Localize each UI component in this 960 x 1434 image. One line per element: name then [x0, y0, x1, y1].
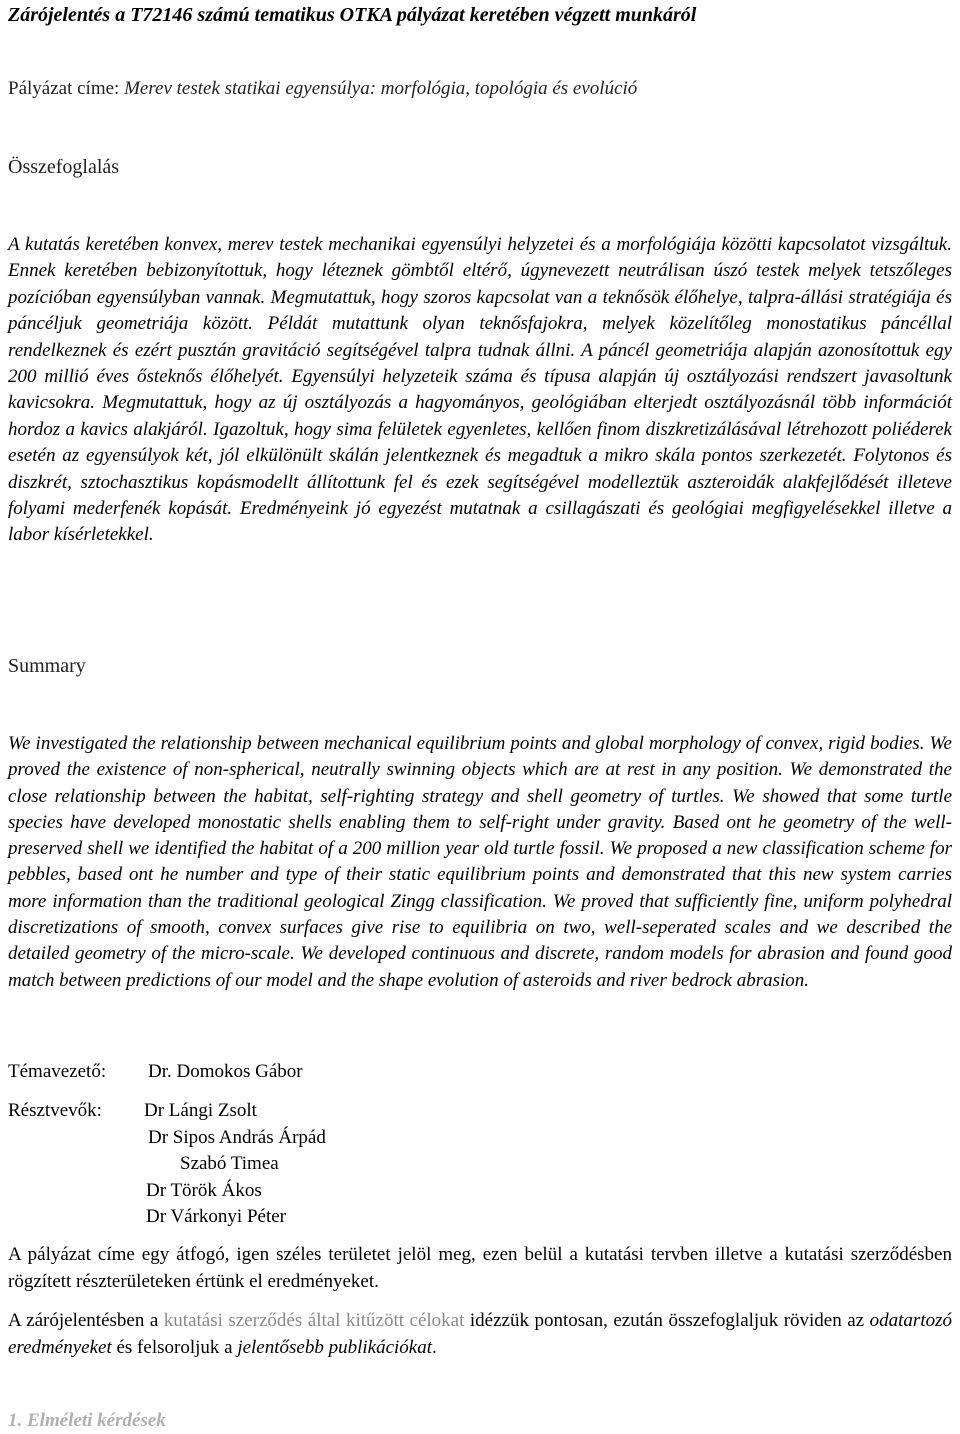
intro-paragraph: A pályázat címe egy átfogó, igen széles területet jelöl meg, ezen belül a kutatási tervben illetve a kutatási szerződésben rögzített részterületeken értünk el eredményeket.	[8, 1244, 952, 1292]
leader-label: Témavezető:	[8, 1061, 107, 1082]
method-publications-text: jelentősebb publikációkat	[237, 1336, 433, 1358]
participant-name: Dr Sipos András Árpád	[148, 1126, 326, 1148]
method-text: .	[432, 1336, 437, 1358]
participant-name: Szabó Timea	[180, 1153, 279, 1174]
project-title: Merev testek statikai egyensúlya: morfológia, topológia és evolúció	[124, 78, 638, 99]
participant-name: Dr Várkonyi Péter	[146, 1206, 287, 1227]
project-leader	[8, 1059, 952, 1086]
project-title-line	[8, 76, 952, 102]
participants-label: Résztvevők:	[8, 1100, 102, 1121]
method-paragraph	[8, 1308, 952, 1361]
hu-summary-heading: Összefoglalás	[8, 156, 120, 178]
method-results-text: odatartozó eredményeket	[8, 1310, 952, 1358]
participant-name: Dr Török Ákos	[146, 1179, 262, 1201]
en-summary-heading: Summary	[8, 655, 86, 677]
en-summary-text: We investigated the relationship between mechanical equilibrium points and global morphology of convex, rigid bodies. We proved the existence of non-spherical, neutrally swinning objects which are at rest in any position. We demonstrated the close relationship between the habitat, self-righting strategy and shell geometry of turtles. We showed that some turtle species have developed monostatic shells enabling them to self-right under gravity. Based ont he geometry of the well-preserved shell we identified the habitat of a 200 million year old turtle fossil. We proposed a new classification scheme for pebbles, based ont he number and type of their static equilibrium points and demonstrated that this new system carries more information than the traditional geological Zingg classification. We proved that sufficiently fine, uniform polyhedral discretizations of smooth, convex surfaces give rise to equilibria on two, well-seperated scales and we described the detailed geometry of the micro-scale. We developed continuous and discrete, random models for abrasion and found good match between predictions of our model and the shape evolution of asteroids and river bedrock abrasion.	[8, 733, 952, 991]
participant-name: Dr Lángi Zsolt	[144, 1100, 257, 1121]
method-goals-text: kutatási szerződés által kitűzött célokat	[163, 1310, 465, 1331]
report-title: Zárójelentés a T72146 számú tematikus OTKA pályázat keretében végzett munkáról	[8, 4, 697, 26]
method-text: és felsoroljuk a	[111, 1336, 238, 1358]
hu-summary-text: A kutatás keretében konvex, merev testek mechanikai egyensúlyi helyzetei és a morfológiája közötti kapcsolatot vizsgáltuk. Ennek keretében bebizonyítottuk, hogy léteznek gömbtől eltérő, úgynevezett neutrálisan úszó testek melyek tetszőleges pozícióban egyensúlyban vannak. Megmutattuk, hogy szoros kapcsolat van a teknősök élőhelye, talpra-állási stratégiája és páncéljuk geometriája között. Példát mutattunk olyan teknősfajokra, melyek közelítőleg monostatikus páncéllal rendelkeznek és ezért pusztán gravitáció segítségével talpra tudnak állni. A páncél geometriája alapján azonosítottuk egy 200 millió éves ősteknős élőhelyét. Egyensúlyi helyzeteik száma és típusa alapján új osztályozási rendszert javasoltunk kavicsokra. Megmutattuk, hogy az új osztályozás a hagyományos, geológiában elterjedt osztályozásnál több információt hordoz a kavics alakjáról. Igazoltuk, hogy sima felületek egyenletes, kellően finom diszkretizálásával létrehozott poliéderek esetén az egyensúlyok két, jól elkülönült skálán jelentkeznek és megadtuk a mikro skála pontos szerkezetét. Folytonos és diszkrét, sztochasztikus kopásmodellt állítottunk fel és ezek segítségével modelleztük aszteroidák alakfejlődését illeteve folyami mederfenék kopását. Eredményeink jó egyezést mutatnak a csillagászati és geológiai megfigyelésekkel illetve a labor kísérletekkel.	[8, 234, 952, 546]
section-heading: 1. Elméleti kérdések	[8, 1410, 166, 1431]
project-label: Pályázat címe:	[8, 78, 125, 99]
method-text: A zárójelentésben a	[8, 1310, 164, 1331]
leader-name: Dr. Domokos Gábor	[148, 1061, 303, 1082]
participants-block	[8, 1098, 952, 1238]
method-text: idézzük pontosan, ezután összefoglaljuk röviden az	[464, 1310, 870, 1331]
